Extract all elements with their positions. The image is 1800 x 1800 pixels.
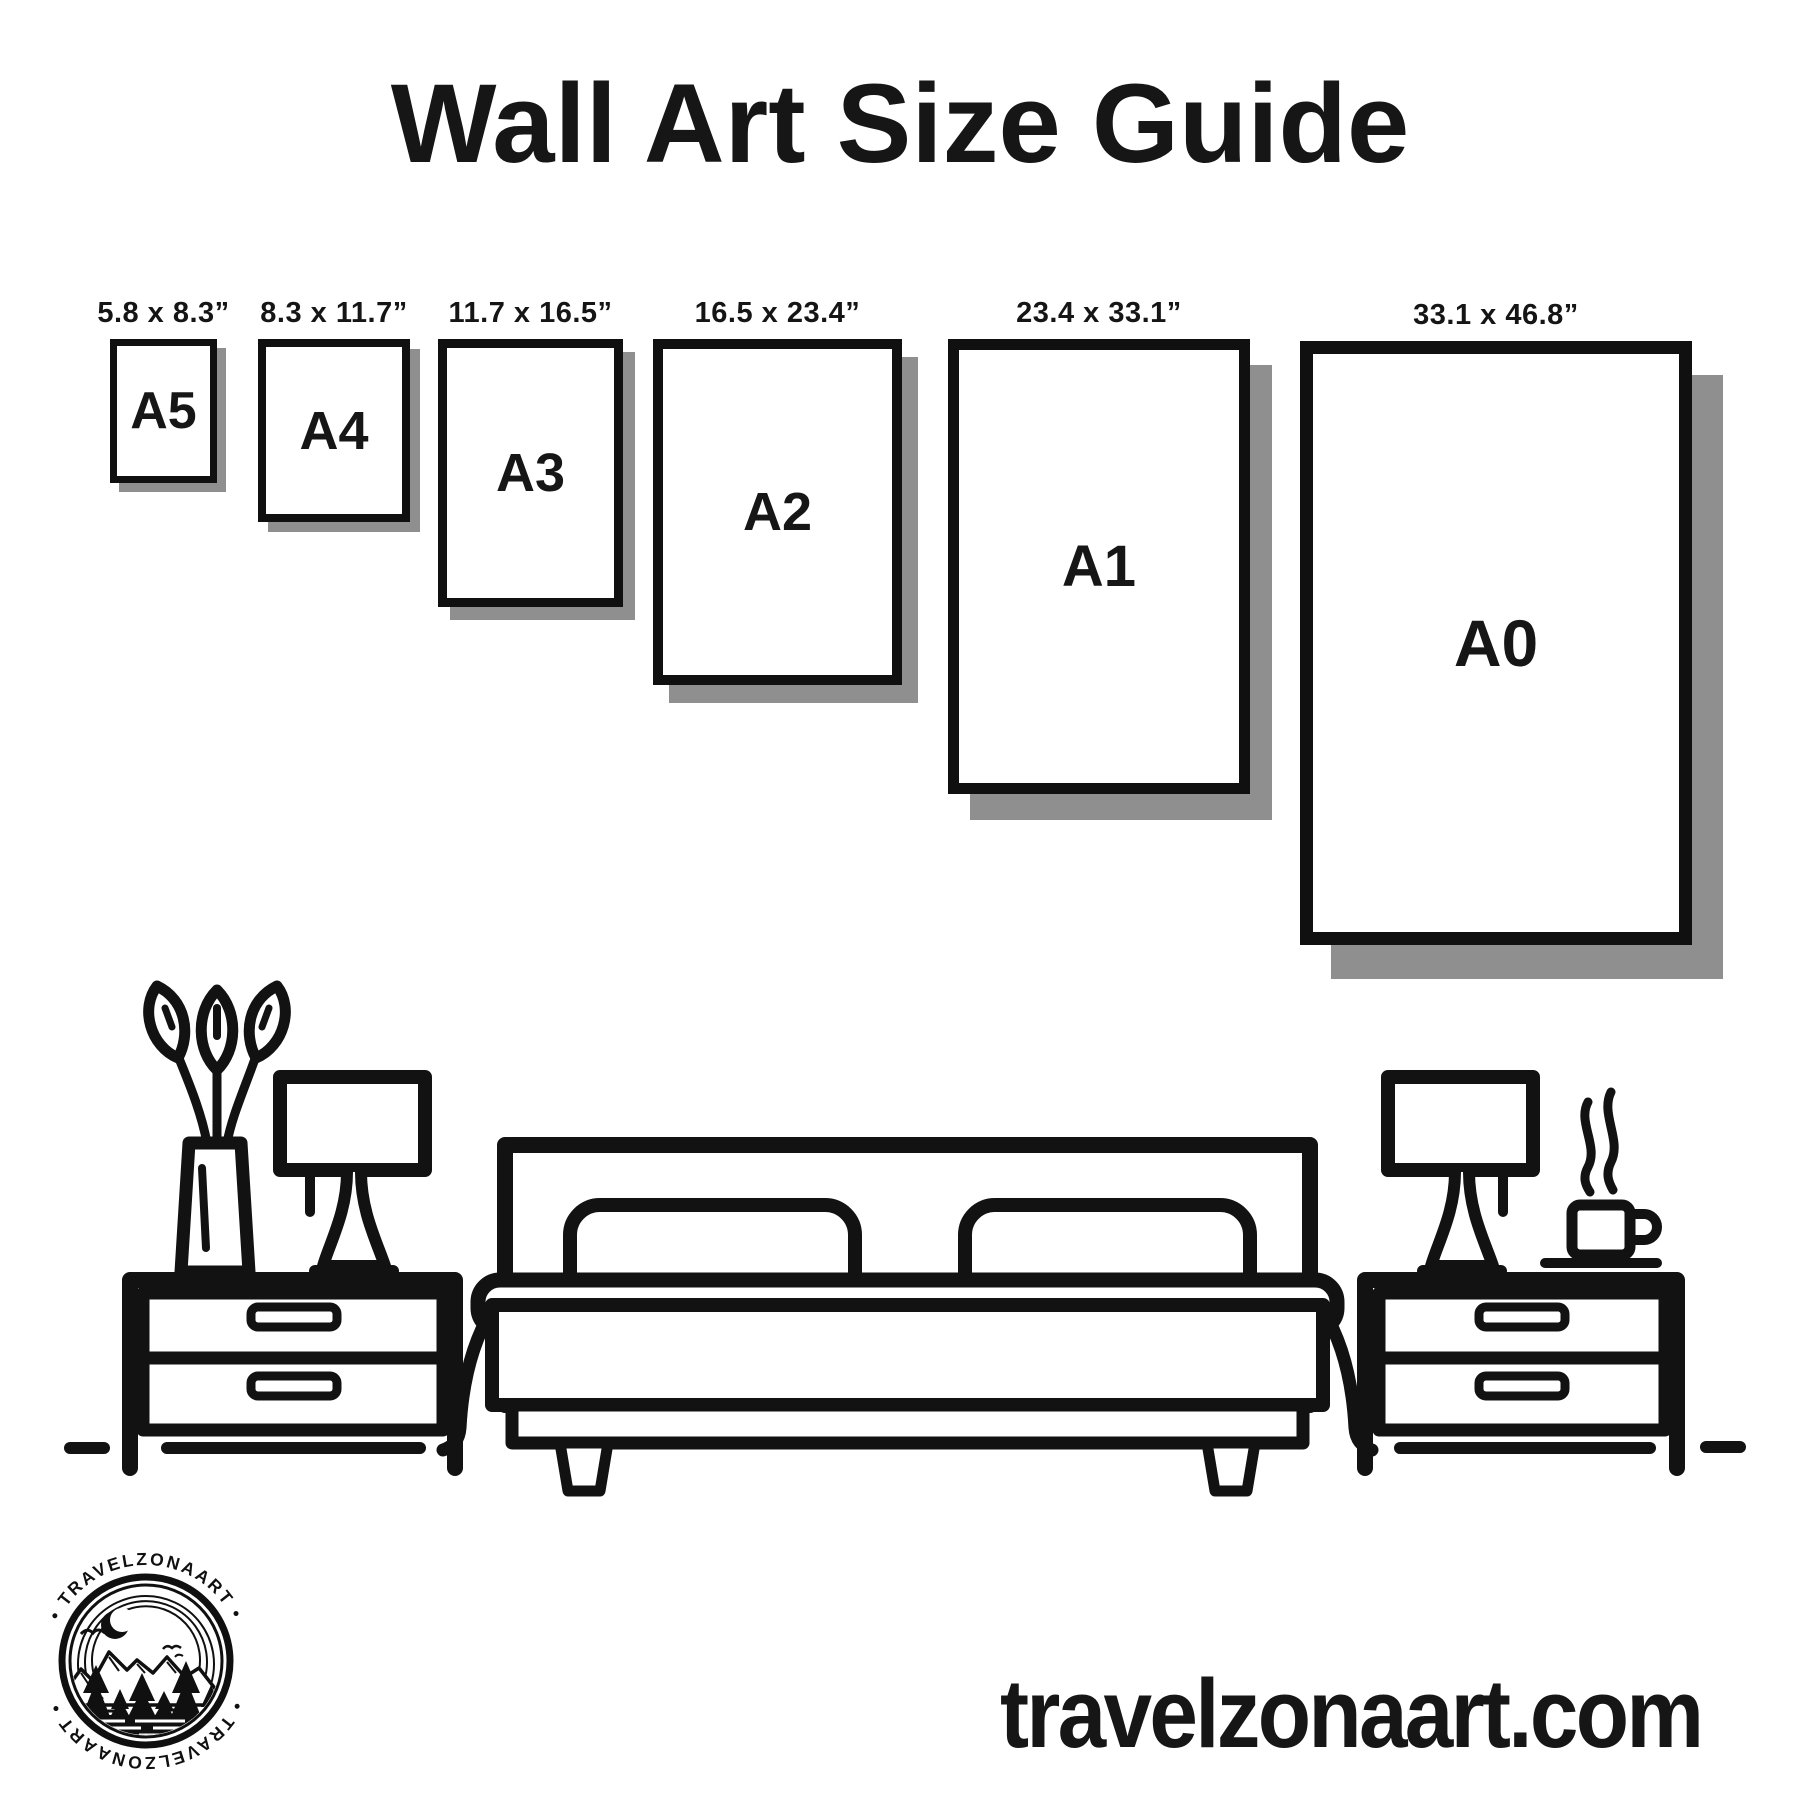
- frame-a3: A3: [438, 339, 623, 607]
- table-lamp-left-icon: [280, 1077, 425, 1271]
- coffee-mug-icon: [1545, 1092, 1657, 1263]
- website-url: travelzonaart.com: [1000, 1659, 1702, 1768]
- frame-a5-dimensions: 5.8 x 8.3”: [97, 297, 230, 329]
- frame-a4: A4: [258, 339, 410, 522]
- frame-a3-dimensions: 11.7 x 16.5”: [448, 297, 613, 329]
- logo-arc-text-bottom: • TRAVELZONAART •: [44, 1699, 248, 1774]
- frame-slot-a3: [438, 297, 623, 607]
- frame-a2-dimensions: 16.5 x 23.4”: [694, 297, 861, 329]
- frame-a1: A1: [948, 339, 1250, 794]
- logo-arc-text-top: • TRAVELZONAART •: [44, 1549, 248, 1623]
- frame-slot-a1: [948, 297, 1250, 794]
- frame-a0-dimensions: 33.1 x 46.8”: [1413, 299, 1579, 331]
- bedroom-illustration: [0, 950, 1800, 1550]
- table-lamp-right-icon: [1388, 1077, 1533, 1271]
- frame-a2: A2: [653, 339, 902, 685]
- frame-a0: A0: [1300, 341, 1692, 945]
- brand-logo: [33, 1549, 259, 1775]
- plant-vase-icon: [149, 986, 286, 1272]
- frame-slot-a2: [653, 297, 902, 685]
- nightstand-right-icon: [1365, 1280, 1677, 1468]
- frame-slot-a5: [97, 297, 230, 483]
- bed-icon: [443, 1145, 1372, 1491]
- nightstand-left-icon: [130, 1280, 455, 1468]
- frame-slot-a4: [258, 297, 410, 522]
- frame-a1-dimensions: 23.4 x 33.1”: [1016, 297, 1182, 329]
- frame-slot-a0: [1300, 299, 1692, 945]
- frame-a4-dimensions: 8.3 x 11.7”: [260, 297, 408, 329]
- page-title: Wall Art Size Guide: [390, 61, 1410, 186]
- frame-a5: A5: [110, 339, 217, 483]
